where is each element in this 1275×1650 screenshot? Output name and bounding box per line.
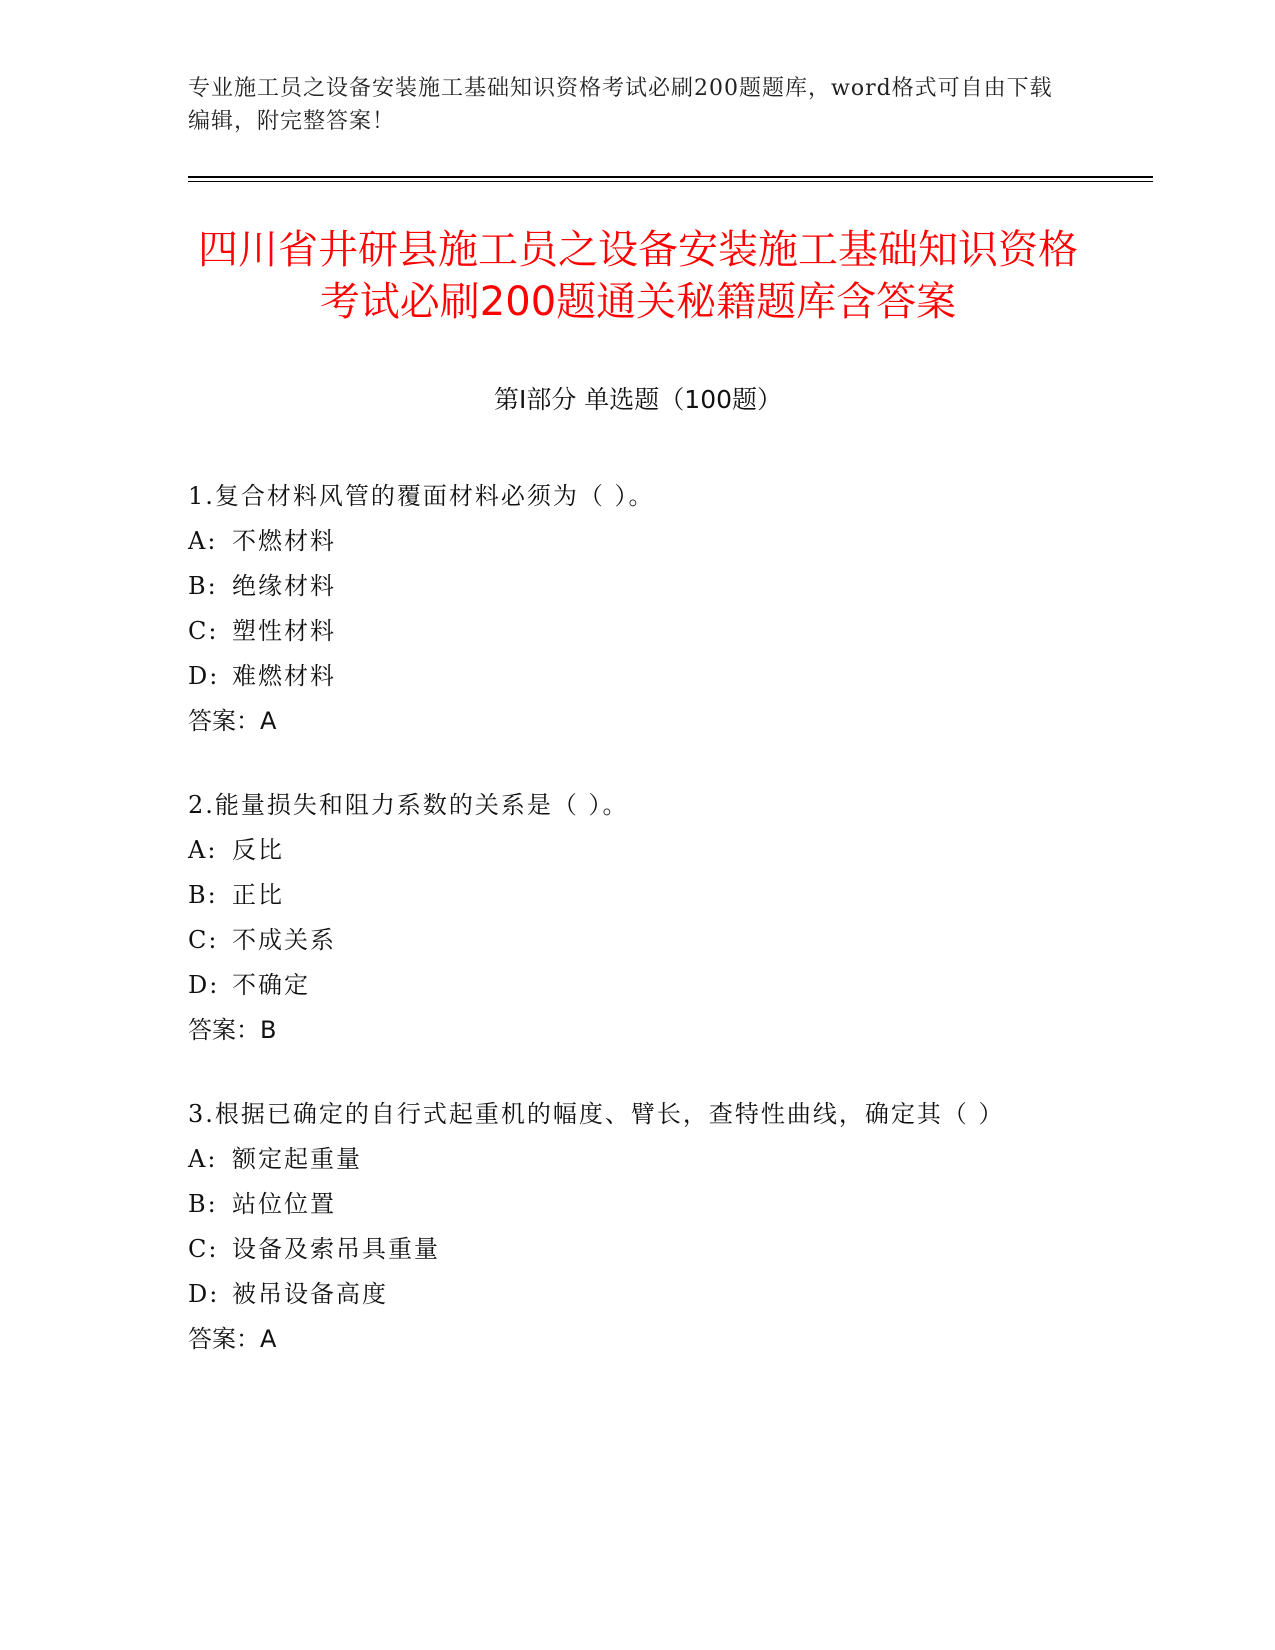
option-text: 站位位置 bbox=[232, 1190, 336, 1218]
option-key: B: bbox=[188, 1190, 218, 1218]
option-text: 不燃材料 bbox=[232, 527, 336, 555]
option-a bbox=[188, 1137, 1088, 1182]
answer-label: 答案： bbox=[188, 1016, 260, 1044]
section-heading: 第I部分 单选题（100题） bbox=[493, 385, 783, 414]
option-text: 被吊设备高度 bbox=[232, 1280, 388, 1308]
option-text: 不确定 bbox=[232, 971, 310, 999]
option-key: C: bbox=[188, 926, 219, 954]
option-text: 难燃材料 bbox=[232, 662, 336, 690]
answer-line bbox=[188, 1008, 1088, 1053]
option-text: 正比 bbox=[232, 881, 284, 909]
option-key: A: bbox=[188, 1145, 218, 1173]
option-key: C: bbox=[188, 1235, 219, 1263]
option-b bbox=[188, 1182, 1088, 1227]
option-b bbox=[188, 873, 1088, 918]
answer-value: B bbox=[260, 1016, 277, 1044]
option-key: B: bbox=[188, 572, 218, 600]
answer-line bbox=[188, 699, 1088, 744]
option-c bbox=[188, 918, 1088, 963]
document-title: 四川省井研县施工员之设备安装施工基础知识资格考试必刷200题通关秘籍题库含答案 bbox=[198, 227, 1078, 325]
option-a bbox=[188, 519, 1088, 564]
option-d bbox=[188, 963, 1088, 1008]
question-3 bbox=[188, 1092, 1088, 1362]
question-stem: 3.根据已确定的自行式起重机的幅度、臂长，查特性曲线，确定其（ ） bbox=[188, 1100, 1005, 1128]
question-stem: 2.能量损失和阻力系数的关系是（ ）。 bbox=[188, 791, 629, 819]
option-key: B: bbox=[188, 881, 218, 909]
option-text: 塑性材料 bbox=[232, 617, 336, 645]
header-note: 专业施工员之设备安装施工基础知识资格考试必刷200题题库，word格式可自由下载编辑，附完整答案！ bbox=[188, 76, 1053, 134]
option-a bbox=[188, 828, 1088, 873]
answer-label: 答案： bbox=[188, 1325, 260, 1353]
option-text: 额定起重量 bbox=[232, 1145, 362, 1173]
option-c bbox=[188, 1227, 1088, 1272]
option-text: 反比 bbox=[232, 836, 284, 864]
answer-value: A bbox=[260, 1325, 277, 1353]
option-key: A: bbox=[188, 836, 218, 864]
option-b bbox=[188, 564, 1088, 609]
question-2 bbox=[188, 783, 1088, 1053]
option-d bbox=[188, 1272, 1088, 1317]
option-text: 设备及索吊具重量 bbox=[232, 1235, 440, 1263]
option-key: D: bbox=[188, 971, 220, 999]
answer-label: 答案： bbox=[188, 707, 260, 735]
question-stem: 1.复合材料风管的覆面材料必须为（ ）。 bbox=[188, 482, 655, 510]
answer-value: A bbox=[260, 707, 277, 735]
answer-line bbox=[188, 1317, 1088, 1362]
option-d bbox=[188, 654, 1088, 699]
option-key: A: bbox=[188, 527, 218, 555]
question-1 bbox=[188, 474, 1088, 744]
question-list bbox=[188, 474, 1088, 1401]
header-divider-thin bbox=[188, 181, 1153, 182]
option-text: 不成关系 bbox=[232, 926, 336, 954]
option-key: D: bbox=[188, 662, 220, 690]
option-text: 绝缘材料 bbox=[232, 572, 336, 600]
option-c bbox=[188, 609, 1088, 654]
header-divider-thick bbox=[188, 176, 1153, 178]
option-key: D: bbox=[188, 1280, 220, 1308]
option-key: C: bbox=[188, 617, 219, 645]
